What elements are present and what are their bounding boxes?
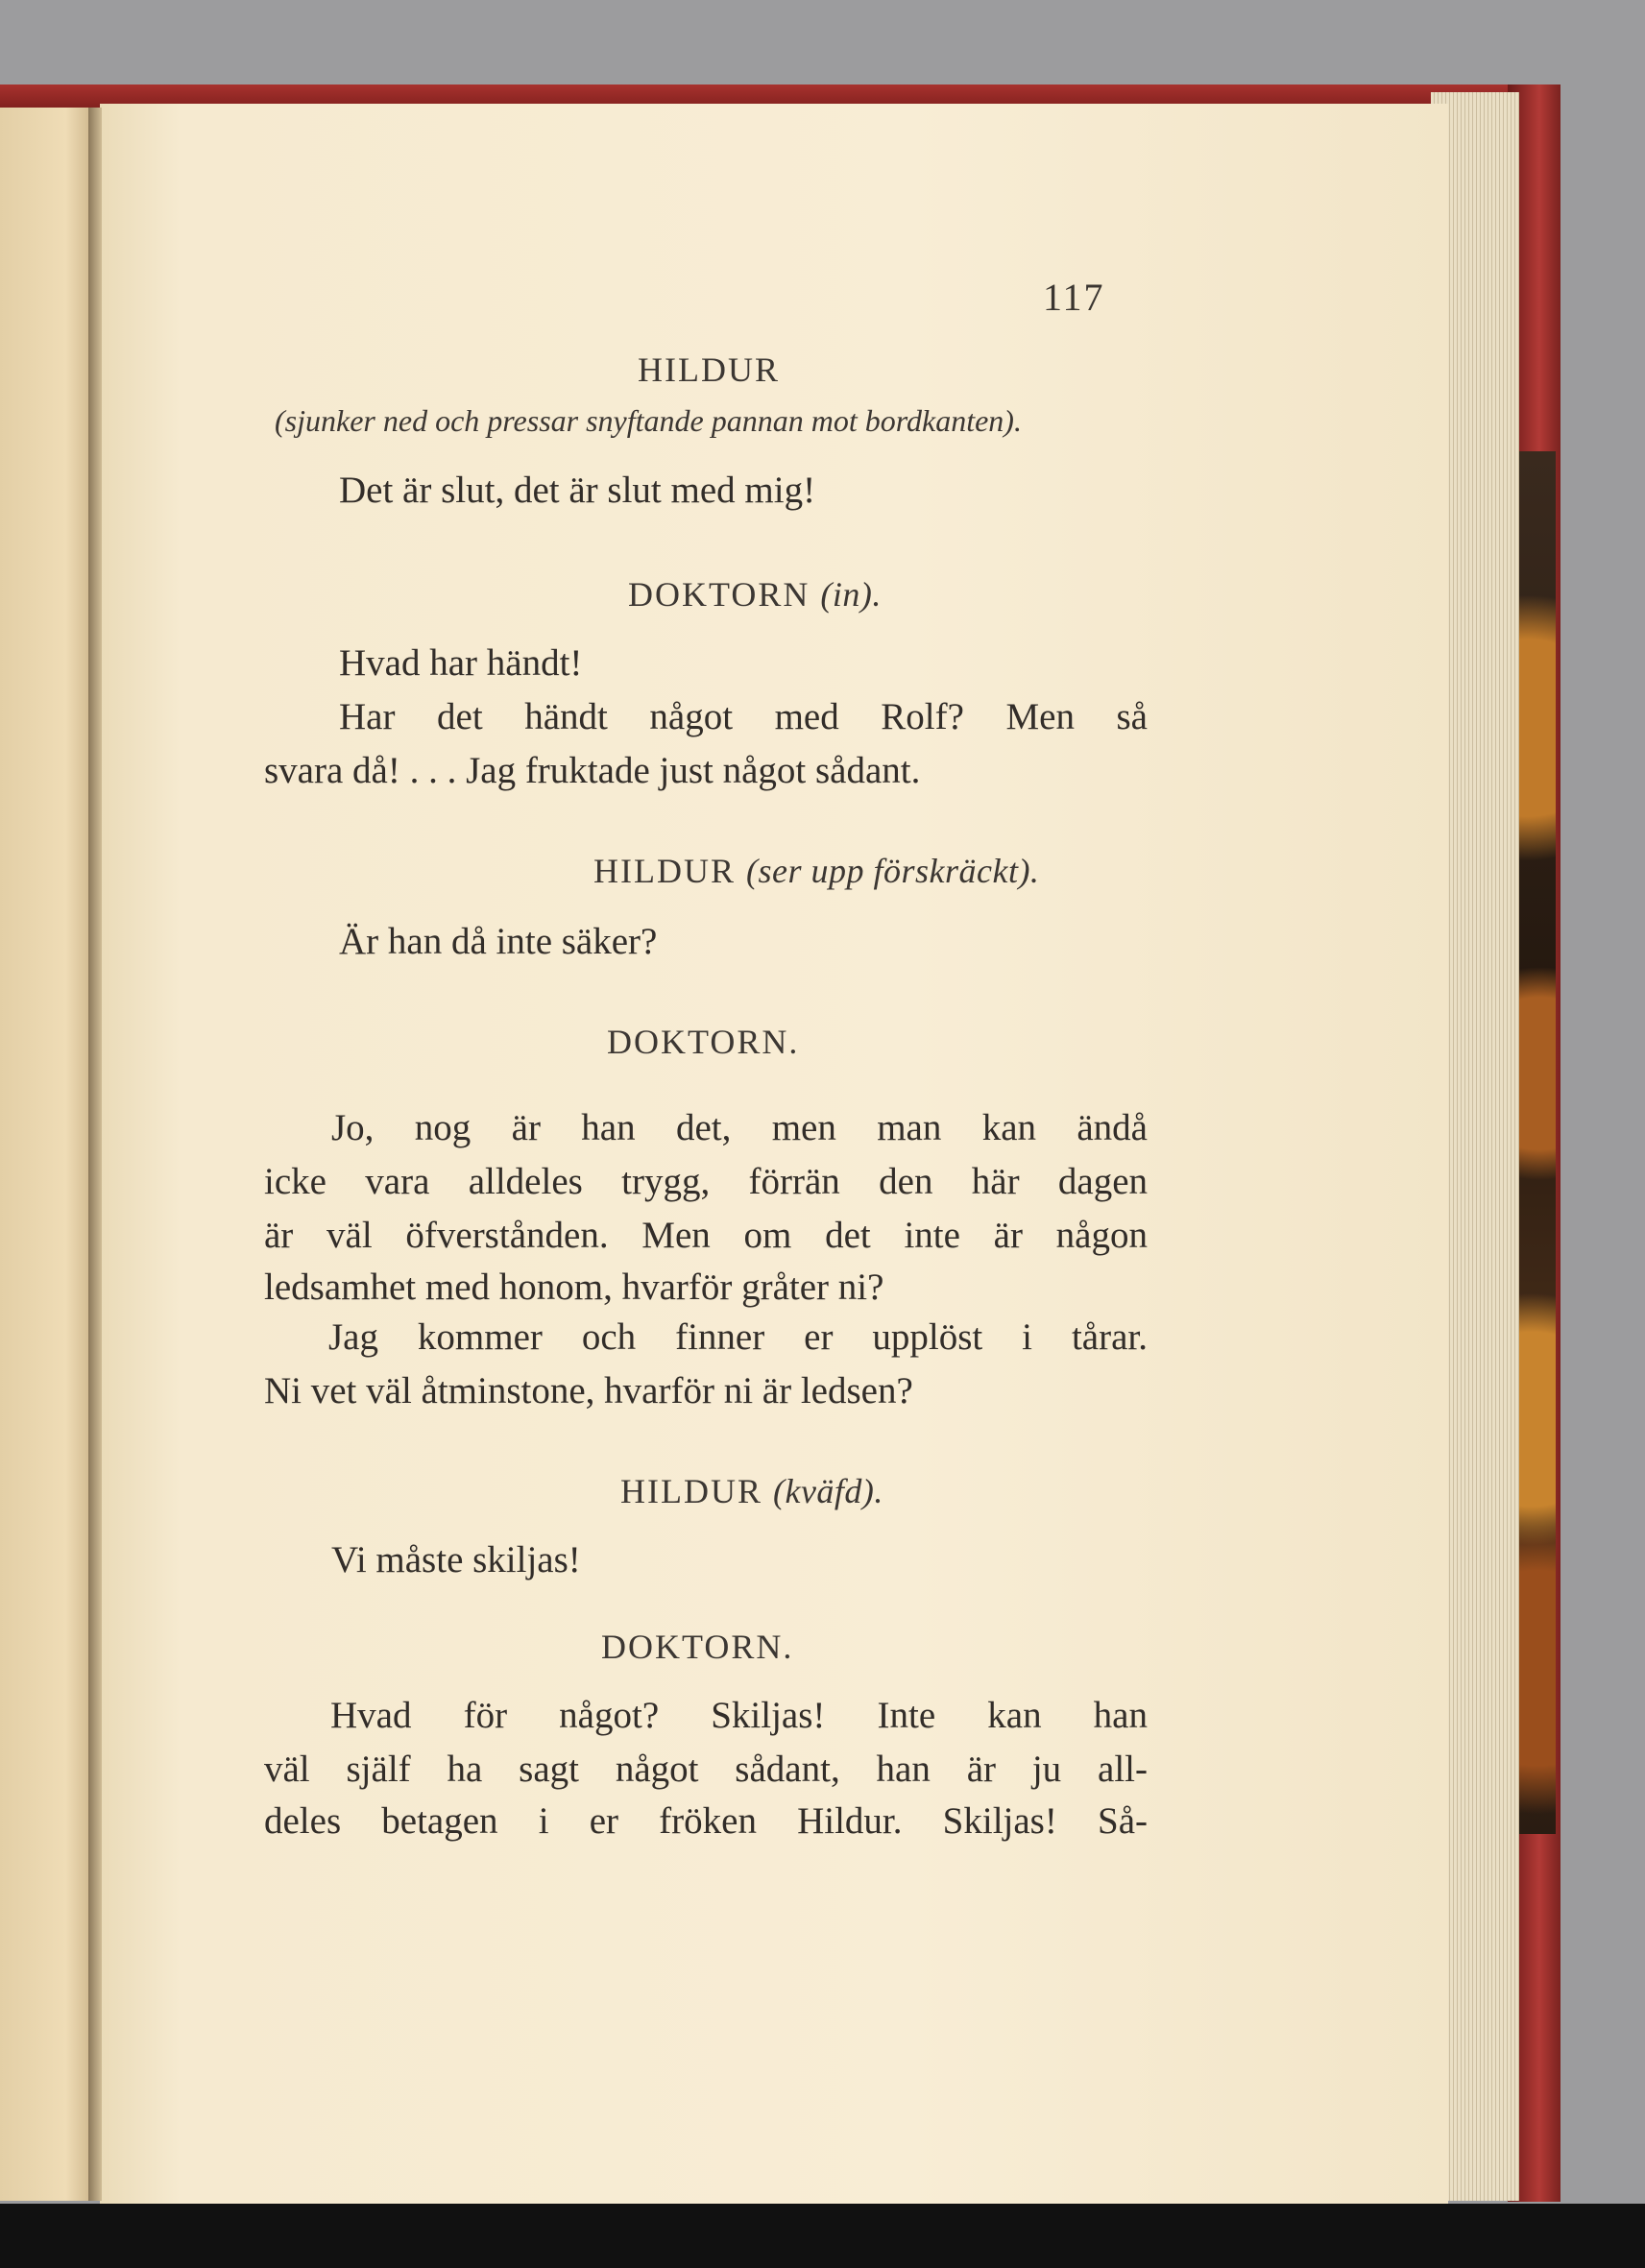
speaker-doktorn: DOKTORN. [601,1628,794,1666]
speaker-doktorn: DOKTORN. [607,1023,800,1061]
speaker-hildur: HILDUR [638,350,780,389]
bottom-shadow [0,2204,1645,2268]
speaker-hildur: HILDUR (kväfd). [620,1472,883,1510]
dialogue-line: Jag kommer och finner er upplöst i tårar. [328,1316,1148,1358]
dialogue-line: väl själf ha sagt något sådant, han är ju all- [264,1749,1148,1790]
dialogue-line: Hvad för något? Skiljas! Inte kan han [330,1695,1148,1736]
dialogue-line: Är han då inte säker? [339,921,658,962]
gutter [88,108,102,2201]
dialogue-line: Vi måste skiljas! [331,1539,581,1580]
left-page-edge [0,108,94,2201]
dialogue-line: icke vara alldeles trygg, förrän den här dagen [264,1161,1148,1202]
dialogue-line: är väl öfverstånden. Men om det inte är någon [264,1215,1148,1256]
speaker-hildur: HILDUR (ser upp förskräckt). [593,852,1040,890]
dialogue-line: deles betagen i er fröken Hildur. Skiljas! Så- [264,1800,1148,1842]
marbled-edge [1515,451,1556,1834]
dialogue-line: ledsamhet med honom, hvarför gråter ni? [264,1267,884,1308]
dialogue-line: Har det händt något med Rolf? Men så [339,696,1148,737]
page-number: 117 [1043,276,1105,319]
dialogue-line: Ni vet väl åtminstone, hvarför ni är ledsen? [264,1370,913,1411]
speaker-doktorn: DOKTORN (in). [628,575,882,614]
dialogue-line: Det är slut, det är slut med mig! [339,470,816,511]
dialogue-line: Jo, nog är han det, men man kan ändå [331,1107,1148,1148]
stage-direction: (sjunker ned och pressar snyftande pannan mot bordkanten). [275,403,1022,438]
dialogue-line: Hvad har händt! [339,642,583,684]
dialogue-line: svara då! . . . Jag fruktade just något sådant. [264,750,921,791]
